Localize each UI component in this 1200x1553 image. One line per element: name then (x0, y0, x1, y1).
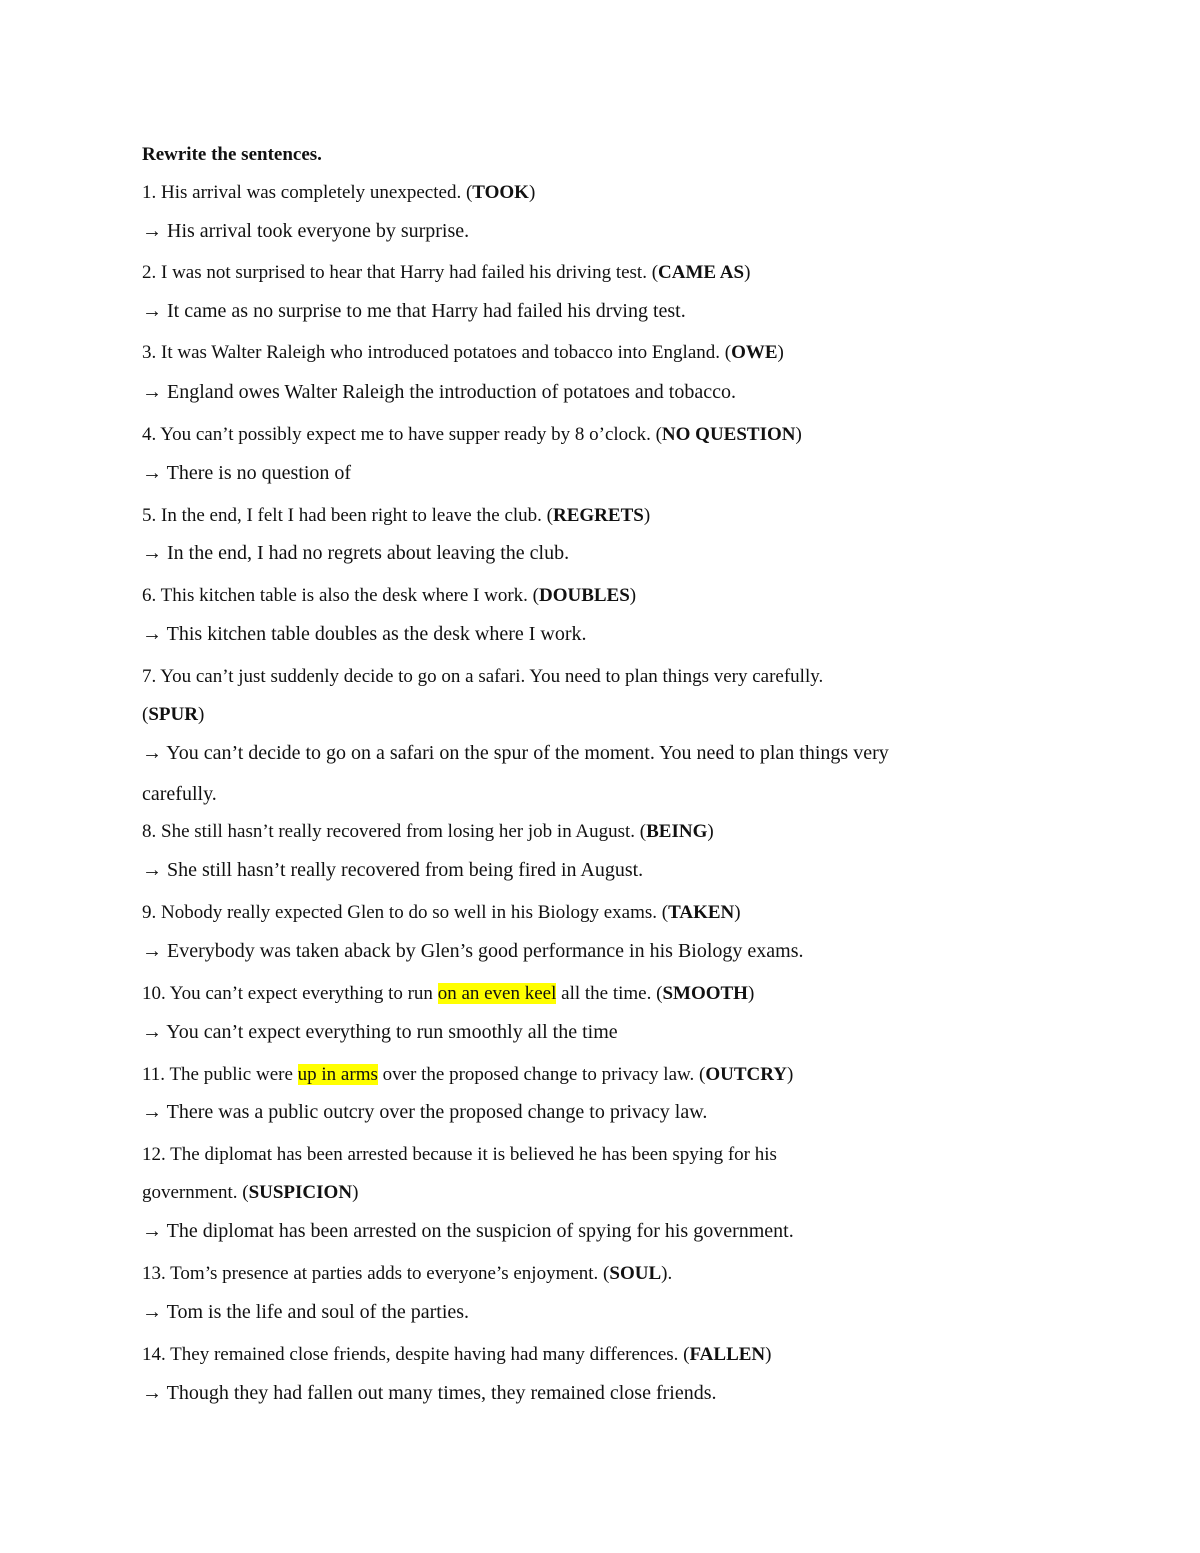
question-9: 9. Nobody really expected Glen to do so well in his Biology exams. (TAKEN) (142, 902, 741, 923)
answer-8: → She still hasn’t really recovered from being fired in August. (142, 859, 644, 881)
question-13: 13. Tom’s presence at parties adds to everyone’s enjoyment. (SOUL). (142, 1263, 673, 1284)
answer-14: → Though they had fallen out many times, they remained close friends. (142, 1382, 717, 1404)
answer-6: → This kitchen table doubles as the desk where I work. (142, 623, 587, 645)
answer-10: → You can’t expect everything to run smoothly all the time (142, 1021, 618, 1043)
question-6: 6. This kitchen table is also the desk where I work. (DOUBLES) (142, 585, 637, 606)
answer-3: → England owes Walter Raleigh the introduction of potatoes and tobacco. (142, 381, 736, 403)
answer-9: → Everybody was taken aback by Glen’s good performance in his Biology exams. (142, 940, 804, 962)
answer-13: → Tom is the life and soul of the parties. (142, 1301, 470, 1323)
answer-2: → It came as no surprise to me that Harry had failed his drving test. (142, 300, 686, 322)
highlighted-phrase: up in arms (297, 1064, 378, 1085)
question-1: 1. His arrival was completely unexpected. (TOOK) (142, 182, 536, 203)
answer-4: → There is no question of (142, 462, 352, 484)
answer-12: → The diplomat has been arrested on the suspicion of spying for his government. (142, 1220, 794, 1242)
answer-7-cont: carefully. (142, 783, 217, 805)
question-2: 2. I was not surprised to hear that Harry had failed his driving test. (CAME AS) (142, 262, 751, 283)
answer-11: → There was a public outcry over the proposed change to privacy law. (142, 1101, 708, 1123)
answer-1: → His arrival took everyone by surprise. (142, 220, 470, 242)
question-7-keyword: (SPUR) (142, 704, 205, 725)
question-11: 11. The public were up in arms over the proposed change to privacy law. (OUTCRY) (142, 1064, 794, 1085)
page-title: Rewrite the sentences. (142, 144, 322, 165)
answer-7: → You can’t decide to go on a safari on the spur of the moment. You need to plan things very (142, 742, 889, 764)
question-8: 8. She still hasn’t really recovered from losing her job in August. (BEING) (142, 821, 714, 842)
question-12: 12. The diplomat has been arrested because it is believed he has been spying for his (142, 1144, 777, 1165)
question-12-keyword: government. (SUSPICION) (142, 1182, 359, 1203)
question-5: 5. In the end, I felt I had been right to leave the club. (REGRETS) (142, 505, 651, 526)
answer-5: → In the end, I had no regrets about leaving the club. (142, 542, 570, 564)
question-14: 14. They remained close friends, despite having had many differences. (FALLEN) (142, 1344, 772, 1365)
question-3: 3. It was Walter Raleigh who introduced potatoes and tobacco into England. (OWE) (142, 342, 784, 363)
question-10: 10. You can’t expect everything to run on an even keel all the time. (SMOOTH) (142, 983, 755, 1004)
highlighted-phrase: on an even keel (437, 983, 557, 1004)
question-7: 7. You can’t just suddenly decide to go on a safari. You need to plan things very carefully. (142, 666, 824, 687)
question-4: 4. You can’t possibly expect me to have supper ready by 8 o’clock. (NO QUESTION) (142, 424, 802, 445)
